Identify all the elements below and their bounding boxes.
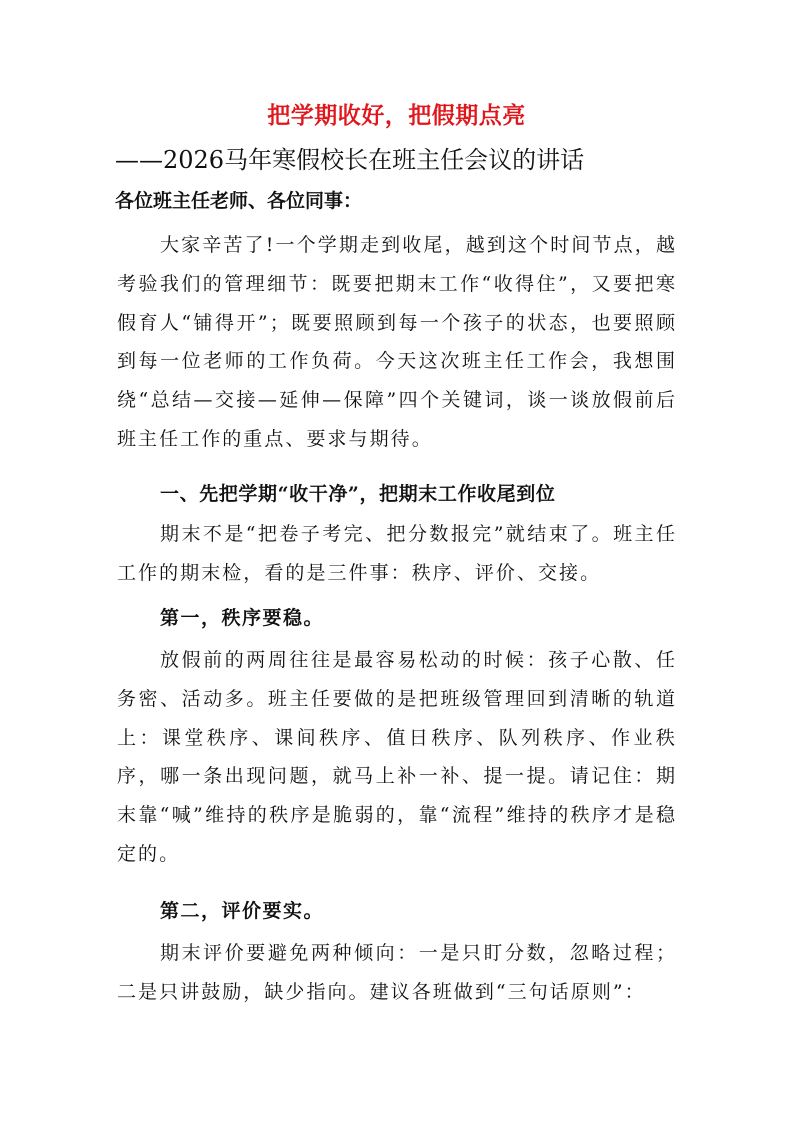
salutation: 各位班主任老师、各位同事： (115, 190, 363, 212)
document-title: 把学期收好，把假期点亮 (267, 102, 526, 129)
point-1-heading: 第一，秩序要稳。 (160, 607, 325, 629)
section-1-paragraph: 期末不是“把卷子考完、把分数报完”就结束了。班主任工作的期末检，看的是三件事：秩序、评价、交接。 (117, 523, 677, 584)
point-1-paragraph: 放假前的两周往往是最容易松动的时候：孩子心散、任务密、活动多。班主任要做的是把班级管理回到清晰的轨道上：课堂秩序、课间秩序、值日秩序、队列秩序、作业秩序，哪一条出现问题，就马上补一补、提一提。请记住：期末靠“喊”维持的秩序是脆弱的，靠“流程”维持的秩序才是稳定的。 (117, 649, 677, 865)
intro-paragraph: 大家辛苦了!一个学期走到收尾，越到这个时间节点，越考验我们的管理细节：既要把期末工作“收得住”，又要把寒假育人“铺得开”；既要照顾到每一个孩子的状态，也要照顾到每一位老师的工作负荷。今天这次班主任工作会，我想围绕“总结—交接—延伸—保障”四个关键词，谈一谈放假前后班主任工作的重点、要求与期待。 (117, 234, 677, 450)
document-subtitle: ——2026马年寒假校长在班主任会议的讲话 (115, 146, 585, 174)
section-1-heading: 一、先把学期“收干净”，把期末工作收尾到位 (160, 483, 556, 505)
point-2-heading: 第二，评价要实。 (160, 900, 325, 922)
point-2-paragraph: 期末评价要避免两种倾向：一是只盯分数，忽略过程；二是只讲鼓励，缺少指向。建议各班做到“三句话原则”： (117, 942, 677, 1003)
